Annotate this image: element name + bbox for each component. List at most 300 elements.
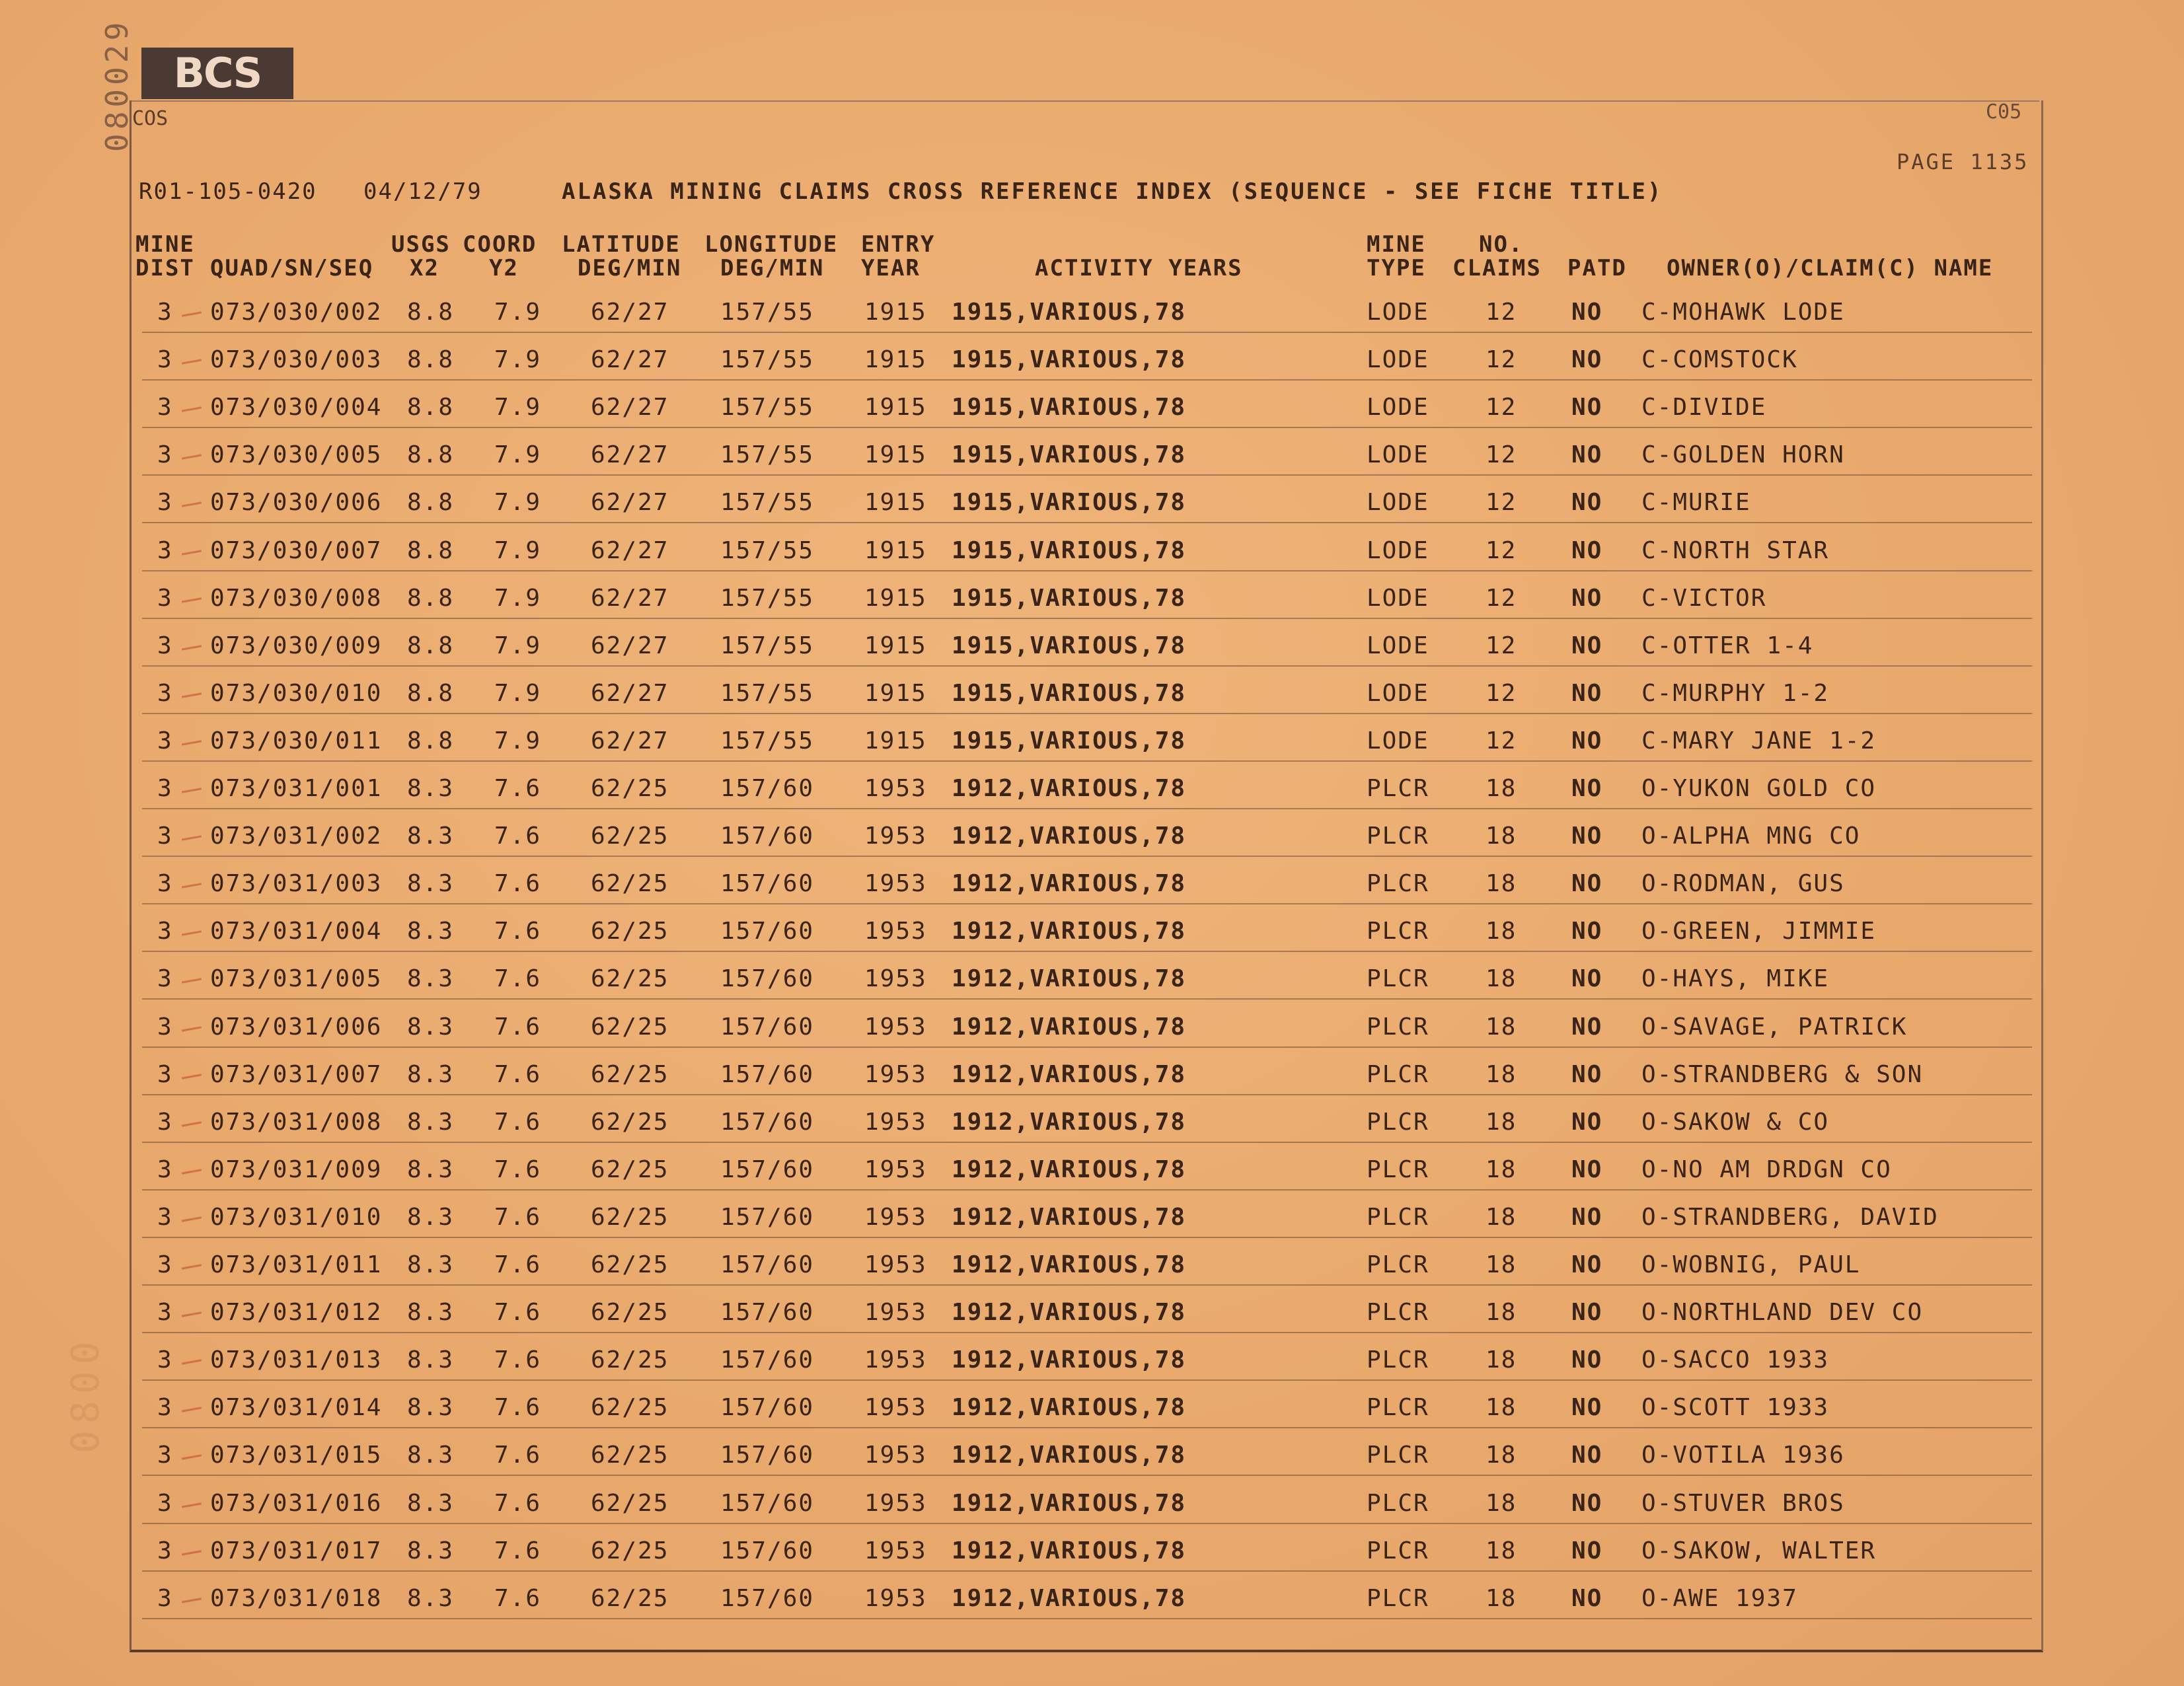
cell-lat: 62/25: [591, 1013, 669, 1041]
cell-lat: 62/27: [591, 441, 669, 469]
cell-dist: 3: [157, 1584, 173, 1612]
header-y2-line1: COORD: [463, 231, 537, 258]
cell-lat: 62/25: [591, 870, 669, 898]
cell-y2: 7.6: [494, 1442, 542, 1469]
cell-y2: 7.6: [494, 870, 542, 898]
cell-patd: NO: [1571, 632, 1603, 659]
cell-dist: 3: [157, 1155, 173, 1183]
red-tick-mark: [182, 1074, 202, 1079]
red-tick-mark: [182, 1455, 202, 1460]
row-rule: [142, 1332, 2032, 1333]
red-tick-mark: [182, 1169, 202, 1174]
cell-owner: O-SCOTT 1933: [1641, 1394, 1830, 1422]
cell-entry: 1953: [864, 823, 927, 850]
cell-lon: 157/60: [720, 1299, 815, 1327]
cell-x2: 8.3: [407, 1537, 455, 1564]
cell-dist: 3: [157, 1346, 173, 1374]
cell-lat: 62/27: [591, 394, 669, 422]
cell-quad: 073/030/005: [210, 441, 383, 469]
cell-quad: 073/031/013: [210, 1346, 383, 1374]
cell-y2: 7.6: [494, 918, 542, 945]
cell-entry: 1953: [864, 1155, 927, 1183]
table-row: [0, 672, 2184, 719]
row-rule: [142, 1523, 2032, 1524]
cell-type: PLCR: [1367, 870, 1429, 898]
cell-lat: 62/27: [591, 727, 669, 754]
row-rule: [142, 474, 2032, 476]
cell-entry: 1953: [864, 870, 927, 898]
cell-y2: 7.6: [494, 1584, 542, 1612]
cell-dist: 3: [157, 727, 173, 754]
cell-lon: 157/55: [720, 489, 815, 517]
cell-owner: O-SAKOW, WALTER: [1641, 1537, 1877, 1564]
table-row: [0, 624, 2184, 672]
table-row: [0, 767, 2184, 815]
cell-claims: 12: [1486, 679, 1517, 707]
cell-quad: 073/031/018: [210, 1584, 383, 1612]
cell-activity: 1912,VARIOUS,78: [952, 823, 1187, 850]
cell-y2: 7.6: [494, 1537, 542, 1564]
cell-lat: 62/25: [591, 1251, 669, 1278]
corner-label-left: COS: [132, 107, 169, 130]
cell-quad: 073/030/004: [210, 394, 383, 422]
cell-activity: 1912,VARIOUS,78: [952, 965, 1187, 993]
report-date: 04/12/79: [363, 178, 482, 205]
cell-activity: 1915,VARIOUS,78: [952, 489, 1187, 517]
cell-type: PLCR: [1367, 1203, 1429, 1231]
cell-x2: 8.3: [407, 965, 455, 993]
cell-x2: 8.3: [407, 823, 455, 850]
red-tick-mark: [182, 1407, 202, 1412]
header-activity-line2: ACTIVITY YEARS: [1035, 255, 1243, 281]
cell-y2: 7.6: [494, 1394, 542, 1422]
cell-lon: 157/60: [720, 1584, 815, 1612]
cell-entry: 1953: [864, 1108, 927, 1136]
cell-activity: 1915,VARIOUS,78: [952, 394, 1187, 422]
red-tick-mark: [182, 836, 202, 841]
cell-type: LODE: [1367, 299, 1429, 326]
cell-type: PLCR: [1367, 1442, 1429, 1469]
corner-label-right: C05: [1986, 100, 2022, 124]
cell-lon: 157/55: [720, 584, 815, 612]
cell-dist: 3: [157, 1489, 173, 1517]
bcs-logo: BCS: [141, 48, 293, 99]
cell-x2: 8.8: [407, 299, 455, 326]
cell-lat: 62/25: [591, 918, 669, 945]
cell-lat: 62/27: [591, 584, 669, 612]
cell-lon: 157/60: [720, 1203, 815, 1231]
cell-type: PLCR: [1367, 1251, 1429, 1278]
cell-y2: 7.6: [494, 1346, 542, 1374]
cell-type: LODE: [1367, 632, 1429, 659]
table-row: [0, 1006, 2184, 1053]
cell-entry: 1915: [864, 679, 927, 707]
cell-activity: 1915,VARIOUS,78: [952, 727, 1187, 754]
red-tick-mark: [182, 1026, 202, 1031]
cell-claims: 18: [1486, 1299, 1517, 1327]
cell-lat: 62/25: [591, 1346, 669, 1374]
header-lat-line2: DEG/MIN: [578, 255, 682, 281]
cell-type: LODE: [1367, 536, 1429, 564]
cell-lon: 157/60: [720, 1394, 815, 1422]
red-tick-mark: [182, 455, 202, 460]
cell-dist: 3: [157, 918, 173, 945]
header-type: [1367, 233, 1426, 280]
header-owner: [1667, 233, 1993, 280]
table-row: [0, 291, 2184, 338]
cell-y2: 7.9: [494, 727, 542, 754]
cell-x2: 8.3: [407, 1060, 455, 1088]
cell-quad: 073/030/011: [210, 727, 383, 754]
cell-y2: 7.9: [494, 441, 542, 469]
cell-patd: NO: [1571, 584, 1603, 612]
header-lon-line1: LONGITUDE: [704, 231, 839, 258]
cell-activity: 1915,VARIOUS,78: [952, 441, 1187, 469]
report-code: R01-105-0420: [139, 178, 317, 205]
cell-type: PLCR: [1367, 1155, 1429, 1183]
cell-entry: 1915: [864, 346, 927, 374]
header-dist-line2: DIST: [135, 255, 195, 281]
cell-owner: C-NORTH STAR: [1641, 536, 1830, 564]
red-tick-mark: [182, 788, 202, 793]
row-rule: [142, 1046, 2032, 1048]
red-tick-mark: [182, 692, 202, 698]
row-rule: [142, 570, 2032, 571]
cell-x2: 8.8: [407, 441, 455, 469]
cell-entry: 1953: [864, 1584, 927, 1612]
row-rule: [142, 760, 2032, 762]
cell-owner: C-MURPHY 1-2: [1641, 679, 1830, 707]
cell-owner: O-RODMAN, GUS: [1641, 870, 1845, 898]
cell-entry: 1915: [864, 632, 927, 659]
cell-patd: NO: [1571, 679, 1603, 707]
cell-y2: 7.6: [494, 1203, 542, 1231]
cell-type: PLCR: [1367, 823, 1429, 850]
cell-activity: 1915,VARIOUS,78: [952, 632, 1187, 659]
cell-dist: 3: [157, 394, 173, 422]
cell-lon: 157/55: [720, 632, 815, 659]
cell-x2: 8.8: [407, 727, 455, 754]
cell-entry: 1915: [864, 441, 927, 469]
cell-x2: 8.3: [407, 870, 455, 898]
header-entry-line2: YEAR: [861, 255, 921, 281]
cell-x2: 8.3: [407, 1203, 455, 1231]
row-rule: [142, 856, 2032, 857]
cell-owner: O-NORTHLAND DEV CO: [1641, 1299, 1924, 1327]
cell-type: LODE: [1367, 441, 1429, 469]
cell-x2: 8.3: [407, 1346, 455, 1374]
cell-quad: 073/030/008: [210, 584, 383, 612]
report-title: ALASKA MINING CLAIMS CROSS REFERENCE INDEX (SEQUENCE - SEE FICHE TITLE): [562, 178, 1663, 205]
header-type-line2: TYPE: [1367, 255, 1426, 281]
cell-activity: 1912,VARIOUS,78: [952, 1251, 1187, 1278]
header-claims-line1: NO.: [1479, 231, 1524, 258]
cell-y2: 7.9: [494, 536, 542, 564]
cell-type: PLCR: [1367, 965, 1429, 993]
cell-claims: 12: [1486, 584, 1517, 612]
cell-owner: O-NO AM DRDGN CO: [1641, 1155, 1892, 1183]
header-lat: [562, 233, 681, 280]
cell-entry: 1953: [864, 918, 927, 945]
cell-y2: 7.6: [494, 823, 542, 850]
row-rule: [142, 713, 2032, 714]
cell-type: PLCR: [1367, 1537, 1429, 1564]
cell-quad: 073/030/007: [210, 536, 383, 564]
cell-claims: 18: [1486, 1489, 1517, 1517]
page-number: PAGE 1135: [1897, 149, 2029, 174]
cell-lat: 62/25: [591, 1584, 669, 1612]
cell-claims: 12: [1486, 489, 1517, 517]
cell-claims: 18: [1486, 1060, 1517, 1088]
cell-entry: 1953: [864, 1489, 927, 1517]
table-row: [0, 577, 2184, 624]
red-tick-mark: [182, 931, 202, 936]
cell-dist: 3: [157, 1013, 173, 1041]
cell-activity: 1912,VARIOUS,78: [952, 1346, 1187, 1374]
row-rule: [142, 1094, 2032, 1095]
cell-entry: 1915: [864, 584, 927, 612]
cell-lat: 62/27: [591, 632, 669, 659]
cell-patd: NO: [1571, 489, 1603, 517]
cell-owner: O-SAVAGE, PATRICK: [1641, 1013, 1908, 1041]
cell-claims: 12: [1486, 632, 1517, 659]
cell-lon: 157/60: [720, 1489, 815, 1517]
header-lon: [704, 233, 838, 280]
red-tick-mark: [182, 1216, 202, 1222]
row-rule: [142, 1379, 2032, 1381]
cell-dist: 3: [157, 1251, 173, 1278]
header-lon-line2: DEG/MIN: [720, 255, 825, 281]
cell-dist: 3: [157, 1060, 173, 1088]
cell-lat: 62/25: [591, 1394, 669, 1422]
cell-quad: 073/031/015: [210, 1442, 383, 1469]
cell-quad: 073/031/004: [210, 918, 383, 945]
table-row: [0, 1101, 2184, 1148]
cell-entry: 1953: [864, 1394, 927, 1422]
row-rule: [142, 1237, 2032, 1238]
cell-patd: NO: [1571, 1299, 1603, 1327]
cell-patd: NO: [1571, 1394, 1603, 1422]
cell-y2: 7.9: [494, 299, 542, 326]
cell-patd: NO: [1571, 965, 1603, 993]
cell-claims: 18: [1486, 1537, 1517, 1564]
row-rule: [142, 379, 2032, 381]
cell-x2: 8.3: [407, 1394, 455, 1422]
cell-lat: 62/27: [591, 346, 669, 374]
cell-x2: 8.8: [407, 584, 455, 612]
cell-type: PLCR: [1367, 775, 1429, 802]
cell-lon: 157/60: [720, 870, 815, 898]
cell-claims: 18: [1486, 965, 1517, 993]
red-tick-mark: [182, 1312, 202, 1317]
red-tick-mark: [182, 359, 202, 365]
cell-lon: 157/60: [720, 1060, 815, 1088]
cell-lat: 62/25: [591, 1155, 669, 1183]
cell-entry: 1953: [864, 1060, 927, 1088]
cell-y2: 7.9: [494, 632, 542, 659]
cell-quad: 073/031/009: [210, 1155, 383, 1183]
cell-lon: 157/55: [720, 299, 815, 326]
cell-patd: NO: [1571, 536, 1603, 564]
cell-activity: 1912,VARIOUS,78: [952, 918, 1187, 945]
cell-patd: NO: [1571, 918, 1603, 945]
cell-type: PLCR: [1367, 1346, 1429, 1374]
cell-quad: 073/031/012: [210, 1299, 383, 1327]
table-row: [0, 815, 2184, 862]
cell-lon: 157/60: [720, 775, 815, 802]
cell-lon: 157/60: [720, 823, 815, 850]
cell-lat: 62/25: [591, 1299, 669, 1327]
cell-patd: NO: [1571, 1489, 1603, 1517]
cell-lon: 157/60: [720, 1251, 815, 1278]
table-row: [0, 1053, 2184, 1101]
row-rule: [142, 1427, 2032, 1428]
cell-x2: 8.3: [407, 1108, 455, 1136]
row-rule: [142, 1284, 2032, 1286]
table-row: [0, 719, 2184, 767]
cell-lat: 62/27: [591, 489, 669, 517]
cell-x2: 8.3: [407, 1489, 455, 1517]
cell-patd: NO: [1571, 1442, 1603, 1469]
cell-patd: NO: [1571, 1203, 1603, 1231]
cell-x2: 8.3: [407, 1584, 455, 1612]
cell-lat: 62/25: [591, 1489, 669, 1517]
cell-entry: 1915: [864, 489, 927, 517]
cell-dist: 3: [157, 1108, 173, 1136]
header-entry: [861, 233, 935, 280]
red-tick-mark: [182, 1264, 202, 1269]
header-x2: [391, 233, 451, 280]
cell-type: PLCR: [1367, 918, 1429, 945]
table-row: [0, 1338, 2184, 1386]
cell-quad: 073/030/006: [210, 489, 383, 517]
cell-lon: 157/55: [720, 394, 815, 422]
cell-claims: 12: [1486, 727, 1517, 754]
cell-entry: 1953: [864, 1346, 927, 1374]
cell-dist: 3: [157, 965, 173, 993]
cell-y2: 7.6: [494, 965, 542, 993]
cell-x2: 8.3: [407, 1442, 455, 1469]
table-row: [0, 1243, 2184, 1291]
fiche-side-code: 080029: [99, 18, 135, 152]
cell-dist: 3: [157, 299, 173, 326]
cell-claims: 18: [1486, 1013, 1517, 1041]
cell-lon: 157/60: [720, 918, 815, 945]
cell-type: LODE: [1367, 489, 1429, 517]
cell-lon: 157/55: [720, 679, 815, 707]
cell-owner: O-STRANDBERG & SON: [1641, 1060, 1924, 1088]
cell-patd: NO: [1571, 1537, 1603, 1564]
cell-entry: 1953: [864, 1299, 927, 1327]
cell-owner: O-HAYS, MIKE: [1641, 965, 1830, 993]
table-row: [0, 433, 2184, 481]
cell-claims: 18: [1486, 1394, 1517, 1422]
cell-y2: 7.6: [494, 1108, 542, 1136]
row-rule: [142, 998, 2032, 1000]
table-row: [0, 1291, 2184, 1338]
cell-activity: 1912,VARIOUS,78: [952, 1155, 1187, 1183]
cell-entry: 1953: [864, 1537, 927, 1564]
red-tick-mark: [182, 1502, 202, 1508]
cell-activity: 1912,VARIOUS,78: [952, 1489, 1187, 1517]
cell-dist: 3: [157, 1299, 173, 1327]
red-tick-mark: [182, 883, 202, 889]
row-rule: [142, 1475, 2032, 1476]
cell-y2: 7.9: [494, 489, 542, 517]
cell-type: LODE: [1367, 679, 1429, 707]
cell-x2: 8.8: [407, 394, 455, 422]
header-patd-line2: PATD: [1567, 255, 1627, 281]
cell-claims: 18: [1486, 823, 1517, 850]
cell-x2: 8.8: [407, 679, 455, 707]
cell-quad: 073/031/005: [210, 965, 383, 993]
cell-owner: C-COMSTOCK: [1641, 346, 1798, 374]
header-entry-line1: ENTRY: [861, 231, 936, 258]
cell-entry: 1915: [864, 536, 927, 564]
table-row: [0, 481, 2184, 529]
row-rule: [142, 1570, 2032, 1572]
cell-dist: 3: [157, 489, 173, 517]
cell-type: PLCR: [1367, 1299, 1429, 1327]
header-x2-line1: USGS: [391, 231, 451, 258]
cell-y2: 7.6: [494, 1013, 542, 1041]
cell-activity: 1915,VARIOUS,78: [952, 679, 1187, 707]
cell-quad: 073/031/010: [210, 1203, 383, 1231]
cell-owner: C-GOLDEN HORN: [1641, 441, 1845, 469]
cell-owner: C-VICTOR: [1641, 584, 1767, 612]
cell-y2: 7.6: [494, 1299, 542, 1327]
cell-y2: 7.9: [494, 679, 542, 707]
cell-lon: 157/60: [720, 965, 815, 993]
table-row: [0, 862, 2184, 910]
cell-lat: 62/27: [591, 536, 669, 564]
cell-quad: 073/031/001: [210, 775, 383, 802]
cell-x2: 8.3: [407, 1013, 455, 1041]
cell-lat: 62/27: [591, 679, 669, 707]
cell-lat: 62/27: [591, 299, 669, 326]
red-tick-mark: [182, 597, 202, 603]
cell-entry: 1915: [864, 299, 927, 326]
cell-patd: NO: [1571, 775, 1603, 802]
cell-y2: 7.9: [494, 394, 542, 422]
cell-entry: 1953: [864, 775, 927, 802]
cell-dist: 3: [157, 870, 173, 898]
cell-activity: 1915,VARIOUS,78: [952, 584, 1187, 612]
cell-claims: 18: [1486, 870, 1517, 898]
cell-owner: O-SACCO 1933: [1641, 1346, 1830, 1374]
cell-quad: 073/031/007: [210, 1060, 383, 1088]
cell-owner: O-STRANDBERG, DAVID: [1641, 1203, 1939, 1231]
cell-entry: 1953: [864, 1251, 927, 1278]
row-rule: [142, 665, 2032, 667]
cell-quad: 073/031/014: [210, 1394, 383, 1422]
cell-quad: 073/031/003: [210, 870, 383, 898]
row-rule: [142, 522, 2032, 523]
cell-dist: 3: [157, 536, 173, 564]
cell-lon: 157/60: [720, 1346, 815, 1374]
cell-owner: C-MOHAWK LODE: [1641, 299, 1845, 326]
cell-quad: 073/030/010: [210, 679, 383, 707]
cell-activity: 1912,VARIOUS,78: [952, 1203, 1187, 1231]
cell-lon: 157/60: [720, 1155, 815, 1183]
header-y2: [463, 233, 537, 280]
cell-y2: 7.6: [494, 775, 542, 802]
cell-lon: 157/55: [720, 727, 815, 754]
header-activity: [1035, 233, 1243, 280]
cell-activity: 1912,VARIOUS,78: [952, 1394, 1187, 1422]
row-rule: [142, 1618, 2032, 1619]
cell-claims: 18: [1486, 918, 1517, 945]
